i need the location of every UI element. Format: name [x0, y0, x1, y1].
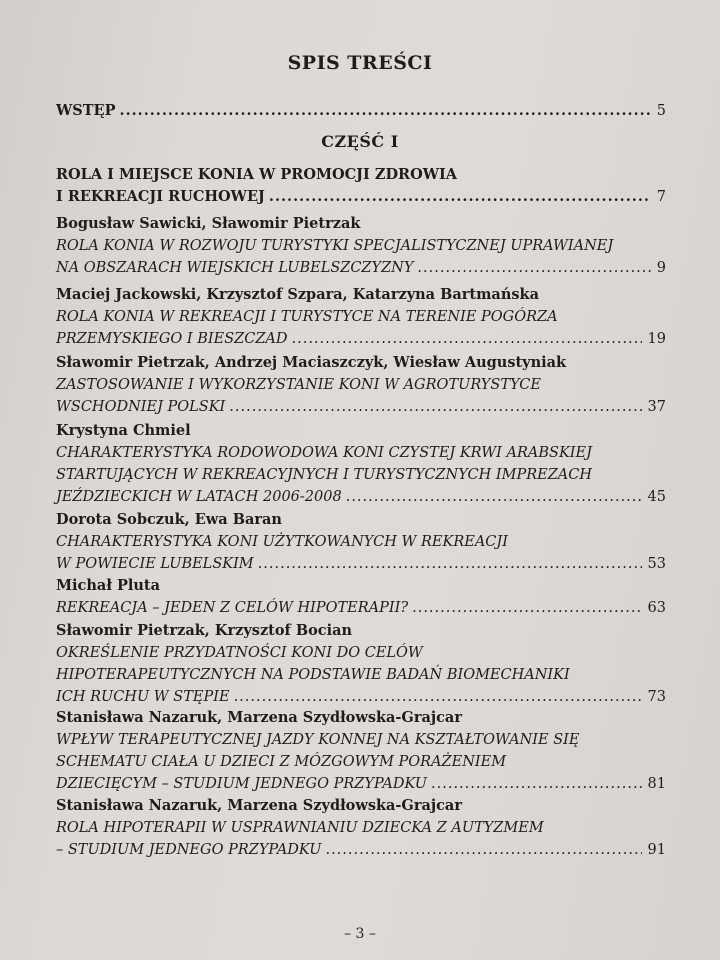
entry-title-line: JEŹDZIECKICH W LATACH 2006-2008: [56, 489, 342, 505]
toc-line: [56, 257, 666, 279]
entry-authors: Maciej Jackowski, Krzysztof Szpara, Katarzyna Bartmańska: [56, 286, 539, 303]
toc-line: [56, 464, 666, 486]
toc-line: [56, 374, 666, 396]
entry-title-line: ROLA KONIA W REKREACJI I TURYSTYCE NA TERENIE POGÓRZA: [56, 309, 558, 325]
page-title: SPIS TREŚCI: [287, 52, 433, 74]
page-number: 7: [656, 189, 666, 205]
toc-line: [56, 686, 666, 708]
page-number: 53: [647, 556, 666, 572]
page-number: 91: [647, 842, 666, 858]
toc-line: [56, 553, 666, 575]
toc-line: [56, 442, 666, 464]
entry-authors: Stanisława Nazaruk, Marzena Szydłowska-Grajcar: [56, 797, 462, 814]
entry-authors: Sławomir Pietrzak, Andrzej Maciaszczyk, Wiesław Augustyniak: [56, 354, 567, 371]
toc-line: [56, 642, 666, 664]
entry-title-line: STARTUJĄCYCH W REKREACYJNYCH I TURYSTYCZNYCH IMPREZACH: [56, 467, 592, 483]
toc-line: [56, 839, 666, 861]
toc-entry: [56, 575, 666, 619]
toc-line: [56, 751, 666, 773]
entry-title-line: ROLA KONIA W ROZWOJU TURYSTYKI SPECJALISTYCZNEJ UPRAWIANEJ: [56, 238, 614, 254]
toc-line: [56, 328, 666, 350]
entry-authors: Dorota Sobczuk, Ewa Baran: [56, 511, 282, 528]
dot-leader: [417, 257, 650, 279]
toc-line: [56, 531, 666, 553]
toc-line: [56, 729, 666, 751]
toc-line: [56, 597, 666, 619]
entry-title-line: WSCHODNIEJ POLSKI: [56, 399, 226, 415]
entry-authors: Michał Pluta: [56, 577, 160, 594]
entry-title-line: CHARAKTERYSTYKA KONI UŻYTKOWANYCH W REKREACJI: [56, 534, 508, 550]
toc-line: [56, 100, 666, 122]
dot-leader: [431, 773, 642, 795]
dot-leader: [412, 597, 641, 619]
entry-authors: Stanisława Nazaruk, Marzena Szydłowska-Grajcar: [56, 709, 462, 726]
dot-leader: [234, 686, 642, 708]
entry-authors: Krystyna Chmiel: [56, 422, 191, 439]
toc-line: [56, 235, 666, 257]
toc-part-section: [56, 164, 666, 208]
page-number: 81: [647, 776, 666, 792]
dot-leader: [120, 100, 651, 122]
page-number: 73: [647, 689, 666, 705]
entry-title-line: ICH RUCHU W STĘPIE: [56, 689, 230, 705]
entry-title-line: REKREACJA – JEDEN Z CELÓW HIPOTERAPII?: [56, 600, 409, 616]
dot-leader: [258, 553, 642, 575]
entry-title-line: CHARAKTERYSTYKA RODOWODOWA KONI CZYSTEJ KRWI ARABSKIEJ: [56, 445, 592, 461]
dot-leader: [325, 839, 641, 861]
toc-intro: [56, 100, 666, 122]
toc-line: [56, 164, 666, 186]
page-number: 37: [647, 399, 666, 415]
entry-title-line: W POWIECIE LUBELSKIM: [56, 556, 254, 572]
toc-line: [56, 817, 666, 839]
toc-entry: [56, 420, 666, 508]
entry-title-line: SCHEMATU CIAŁA U DZIECI Z MÓZGOWYM PORAŻENIEM: [56, 754, 507, 770]
toc-entry: [56, 352, 666, 418]
toc-line: [56, 186, 666, 208]
page-number: 9: [656, 260, 666, 276]
entry-title-line: DZIECIĘCYM – STUDIUM JEDNEGO PRZYPADKU: [56, 776, 428, 792]
intro-label: WSTĘP: [56, 102, 116, 119]
entry-title-line: ROLA HIPOTERAPII W USPRAWNIANIU DZIECKA Z AUTYZMEM: [56, 820, 544, 836]
entry-title-line: HIPOTERAPEUTYCZNYCH NA PODSTAWIE BADAŃ BIOMECHANIKI: [56, 667, 570, 683]
entry-title-line: NA OBSZARACH WIEJSKICH LUBELSZCZYZNY: [56, 260, 414, 276]
dot-leader: [292, 328, 642, 350]
toc-line: [56, 664, 666, 686]
dot-leader: [346, 486, 642, 508]
toc-line: [56, 306, 666, 328]
entry-title-line: WPŁYW TERAPEUTYCZNEJ JAZDY KONNEJ NA KSZTAŁTOWANIE SIĘ: [56, 732, 580, 748]
page-number: 63: [647, 600, 666, 616]
entry-title-line: ZASTOSOWANIE I WYKORZYSTANIE KONI W AGROTURYSTYCE: [56, 377, 541, 393]
section-title-line: I REKREACJI RUCHOWEJ: [56, 188, 265, 205]
entry-authors: Sławomir Pietrzak, Krzysztof Bocian: [56, 622, 353, 639]
toc-line: [56, 396, 666, 418]
page-number: 5: [656, 103, 666, 119]
entry-title-line: PRZEMYSKIEGO I BIESZCZAD: [56, 331, 288, 347]
dot-leader: [229, 396, 641, 418]
entry-authors: Bogusław Sawicki, Sławomir Pietrzak: [56, 215, 361, 232]
toc-entry: [56, 795, 666, 861]
toc-entry: [56, 509, 666, 575]
page-number: 45: [647, 489, 666, 505]
part-heading: CZĘŚĆ I: [321, 132, 399, 151]
toc-entry: [56, 284, 666, 350]
page-number: 19: [647, 331, 666, 347]
toc-entry: [56, 620, 666, 708]
toc-line: [56, 773, 666, 795]
dot-leader: [269, 186, 651, 208]
section-title-line: ROLA I MIEJSCE KONIA W PROMOCJI ZDROWIA: [56, 166, 458, 183]
entry-title-line: – STUDIUM JEDNEGO PRZYPADKU: [56, 842, 322, 858]
entry-title-line: OKREŚLENIE PRZYDATNOŚCI KONI DO CELÓW: [56, 645, 423, 661]
toc-line: [56, 486, 666, 508]
toc-entry: [56, 213, 666, 279]
page-footer-number: – 3 –: [344, 926, 376, 942]
toc-entry: [56, 707, 666, 795]
